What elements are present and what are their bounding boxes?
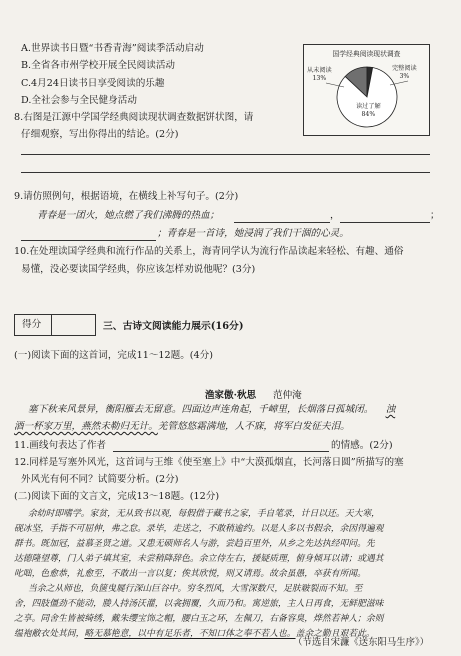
blank-9b[interactable] bbox=[340, 222, 430, 223]
question-9-example: 青春是一团火，她点燃了我们沸腾的热血； bbox=[37, 210, 220, 221]
question-12-line-1: 12.同样是写塞外风光，这首词与王维《使至塞上》中“大漠孤烟直，长河落日圆”所描写的塞 bbox=[14, 457, 404, 468]
question-8-line-1: 8.右图是江源中学国学经典阅读现状调查数据饼状图，请 bbox=[14, 112, 254, 123]
question-9-prompt: 9.请仿照例句，根据语境，在横线上补写句子。(2分) bbox=[14, 191, 239, 202]
option-c: C.4月24日读书日享受阅读的乐趣 bbox=[21, 78, 165, 89]
prose-line-8: 之享。同舍生皆被绮绣，戴朱缨宝饰之帽，腰白玉之环，左佩刀，右备容臭，烨然若神人；余则 bbox=[14, 614, 384, 624]
pie-label-partial: 读过了解 84% bbox=[356, 103, 381, 118]
score-box bbox=[14, 314, 96, 336]
option-b: B.全省各市州学校开展全民阅读活动 bbox=[21, 60, 176, 71]
prose-line-6: 当余之从师也，负箧曳屣行深山巨谷中。穷冬烈风，大雪深数尺，足肤皲裂而不知。至 bbox=[28, 584, 363, 594]
prose-line-2: 砚冰坚，手指不可屈伸，弗之怠。录毕，走送之，不敢稍逾约。以是人多以书假余，余因得遍观 bbox=[14, 524, 384, 534]
question-10-line-2: 易懂，没必要读国学经典，你应该怎样劝说他呢？(3分) bbox=[21, 264, 256, 275]
question-11: 11.画线句表达了作者 bbox=[14, 440, 107, 451]
question-12-line-2: 外风光有何不同？试简要分析。(2分) bbox=[21, 474, 179, 485]
prose-line-5: 叱咄，色愈恭，礼愈至，不敢出一言以复；俟其欣悦，则又请焉。故余虽愚，卒获有所闻。 bbox=[14, 569, 366, 579]
prose-line-9: 缊袍敝衣处其间，略无慕艳意，以中有足乐者，不知口体之奉不若人也。盖余之勤且艰若此。 bbox=[14, 629, 375, 639]
question-9-tail: ；青春是一首诗，她浸润了我们干涸的心灵。 bbox=[157, 228, 349, 239]
poem-line-2: 酒一杯家万里，燕然未勒归无计。羌管悠悠霜满地，人不寐，将军白发征夫泪。 bbox=[14, 421, 350, 432]
poem-intro: (一)阅读下面的这首词，完成11～12题。(4分) bbox=[14, 350, 213, 361]
prose-line-4: 达德隆望尊，门人弟子填其室，未尝稍降辞色。余立侍左右，援疑质理，俯身倾耳以请；或遇其 bbox=[14, 554, 384, 564]
poem-line-1: 塞下秋来风景异，衡阳雁去无留意。四面边声连角起，千嶂里，长烟落日孤城闭。 浊 bbox=[28, 404, 396, 415]
blank-9a[interactable] bbox=[234, 222, 330, 223]
poem-author: 范仲淹 bbox=[273, 390, 302, 401]
question-8-line-2: 仔细观察，写出你得出的结论。(2分) bbox=[21, 129, 179, 140]
question-10-line-1: 10.在处理读国学经典和流行作品的关系上，海青同学认为流行作品读起来轻松、有趣、通俗 bbox=[14, 246, 404, 257]
blank-11[interactable] bbox=[113, 451, 329, 452]
pie-chart-box bbox=[303, 44, 430, 136]
pie-chart bbox=[304, 45, 429, 135]
answer-line-8a bbox=[21, 154, 430, 155]
blank-9c[interactable] bbox=[21, 240, 156, 241]
prose-source: （节选自宋濂《送东阳马生序》） bbox=[293, 637, 429, 648]
answer-line-8b bbox=[21, 172, 430, 173]
pie-label-never: 从未阅读 13% bbox=[307, 67, 332, 82]
prose-line-1: 余幼时即嗜学。家贫，无从致书以观，每假借于藏书之家，手自笔录，计日以还。天大寒， bbox=[28, 509, 380, 519]
chart-title: 国学经典阅读现状调查 bbox=[332, 50, 401, 58]
option-a: A.世界读书日暨“书香青海”阅读季活动启动 bbox=[21, 43, 204, 54]
question-11-tail: 的情感。(2分) bbox=[331, 440, 393, 451]
q9-comma-1: ， bbox=[330, 210, 340, 221]
prose-intro: (二)阅读下面的文言文，完成13～18题。(12分) bbox=[14, 491, 220, 502]
poem-title: 渔家傲·秋思 bbox=[204, 390, 257, 401]
prose-line-3: 群书。既加冠，益慕圣贤之道。又患无硕师名人与游，尝趋百里外，从乡之先达执经叩问。先 bbox=[14, 539, 375, 549]
section-3-title: 三、古诗文阅读能力展示(16分) bbox=[103, 321, 244, 332]
q9-comma-2: ； bbox=[430, 210, 440, 221]
pie-label-complete: 完整阅读 3% bbox=[392, 65, 417, 80]
score-label: 得分 bbox=[22, 319, 42, 330]
option-d: D.全社会参与全民健身活动 bbox=[21, 95, 137, 106]
prose-line-7: 舍，四肢僵劲不能动，媵人持汤沃灌，以衾拥覆，久而乃和。寓逆旅，主人日再食，无鲜肥滋味 bbox=[14, 599, 384, 609]
